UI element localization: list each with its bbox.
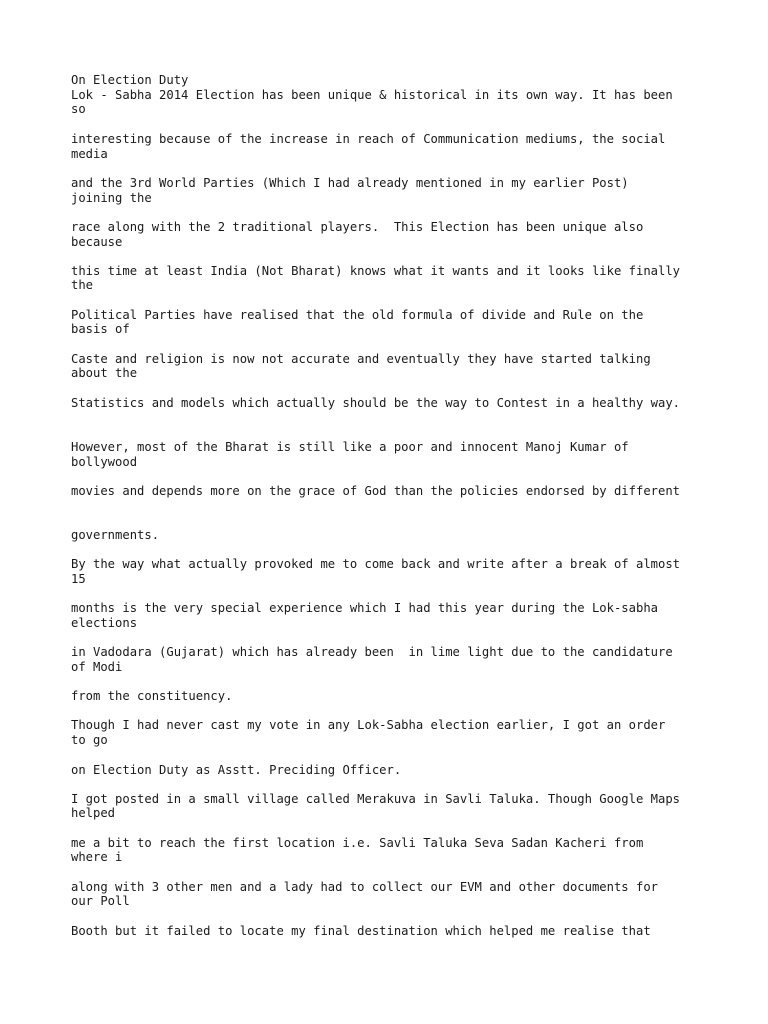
text-line: basis of [71,322,130,336]
text-line: and the 3rd World Parties (Which I had already mentioned in my earlier Post) [71,176,629,190]
text-line: me a bit to reach the first location i.e. Savli Taluka Seva Sadan Kacheri from [71,836,644,850]
text-line: By the way what actually provoked me to come back and write after a break of almost [71,557,681,571]
text-line: about the [71,366,138,380]
text-line: On Election Duty [71,73,189,87]
text-line: Though I had never cast my vote in any Lok-Sabha election earlier, I got an order [71,718,666,732]
text-line: bollywood [71,455,138,469]
text-line: months is the very special experience which I had this year during the Lok-sabha [71,601,658,615]
text-line: movies and depends more on the grace of God than the policies endorsed by different [71,484,681,498]
text-line: along with 3 other men and a lady had to collect our EVM and other documents for [71,880,658,894]
text-line: this time at least India (Not Bharat) knows what it wants and it looks like finally [71,264,681,278]
text-line: elections [71,616,138,630]
text-line: Political Parties have realised that the old formula of divide and Rule on the [71,308,644,322]
text-line: where i [71,850,123,864]
text-line: Statistics and models which actually should be the way to Contest in a healthy way. [71,396,681,410]
text-line: of Modi [71,660,123,674]
text-line: However, most of the Bharat is still like a poor and innocent Manoj Kumar of [71,440,629,454]
text-line: on Election Duty as Asstt. Preciding Officer. [71,763,402,777]
text-line: so [71,102,86,116]
text-line: joining the [71,191,152,205]
text-line: helped [71,806,116,820]
text-line: from the constituency. [71,689,233,703]
text-line: 15 [71,572,86,586]
text-line: Caste and religion is now not accurate and eventually they have started talking [71,352,651,366]
text-line: to go [71,733,108,747]
text-line: interesting because of the increase in reach of Communication mediums, the social [71,132,666,146]
text-line: race along with the 2 traditional players. This Election has been unique also [71,220,644,234]
text-line: the [71,278,94,292]
text-line: in Vadodara (Gujarat) which has already been in lime light due to the candidature [71,645,673,659]
text-line: Booth but it failed to locate my final destination which helped me realise that [71,924,651,938]
text-line: I got posted in a small village called Merakuva in Savli Taluka. Though Google Maps [71,792,681,806]
text-line: Lok - Sabha 2014 Election has been unique & historical in its own way. It has been [71,88,673,102]
text-line: media [71,147,108,161]
text-line: because [71,235,123,249]
text-line: governments. [71,528,160,542]
text-line: our Poll [71,894,130,908]
